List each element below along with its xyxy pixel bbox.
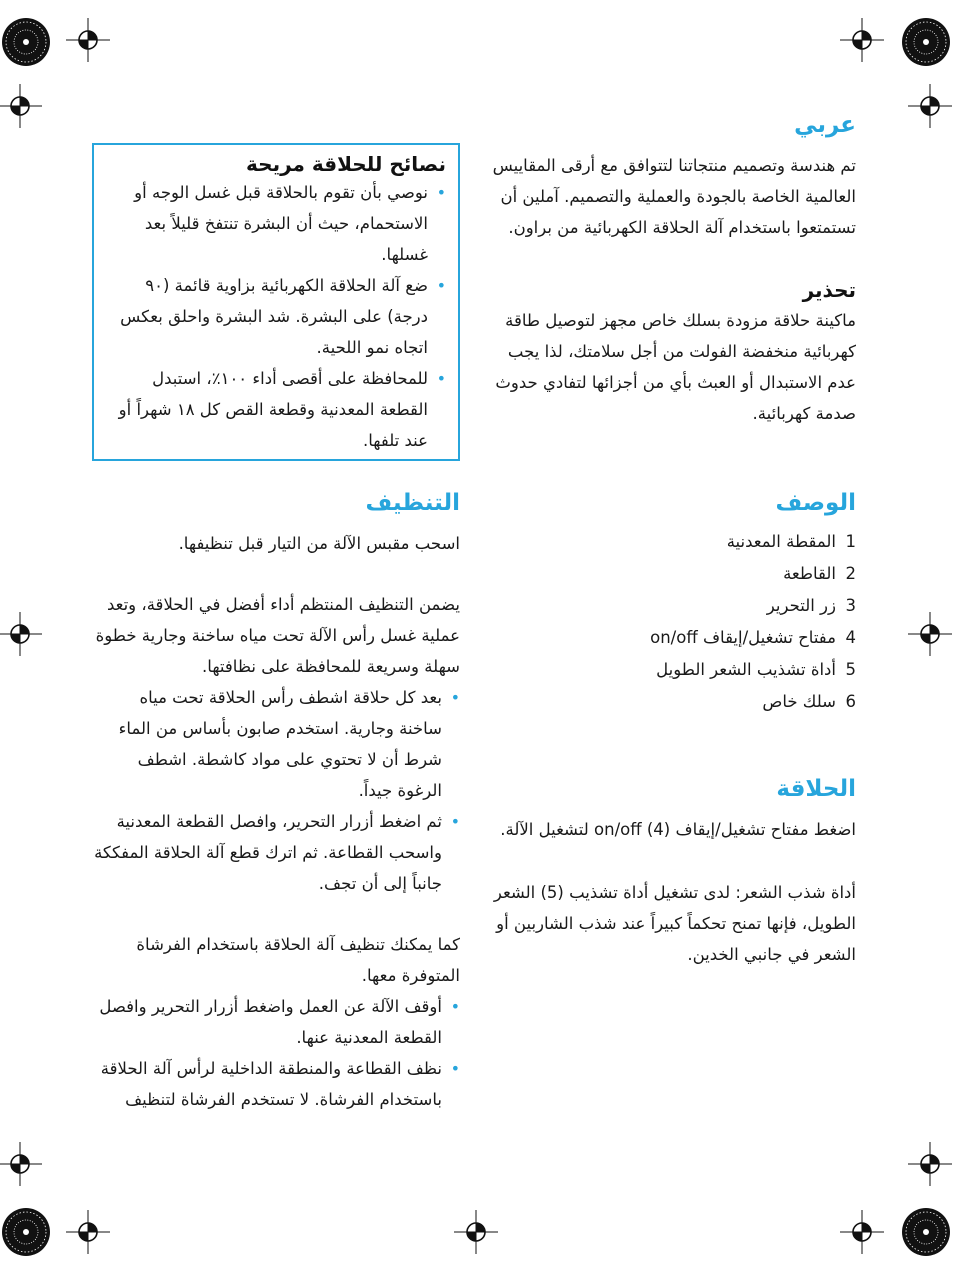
- star-mark-top-left: [2, 18, 50, 66]
- tips-box: [92, 143, 460, 461]
- shaving-title: الحلاقة: [776, 776, 856, 802]
- description-title: الوصف: [775, 490, 856, 516]
- intro-text: تم هندسة وتصميم منتجاتنا لتتوافق مع أرقى المقاييس العالمية الخاصة بالجودة والعملية والتصميم. آملين أن تستمتعوا باستخدام آلة الحلاقة الكهربائية من براون.: [492, 155, 856, 237]
- list-item: • ثم اضغط أزرار التحرير، وافصل القطعة المعدنية واسحب القطاعة. ثم اترك قطع آلة الحلاقة المفككة جانباً إلى أن تجف.: [92, 806, 460, 899]
- warning-title: تحذير: [802, 278, 856, 302]
- list-item: 1المقطة المعدنية: [726, 531, 856, 551]
- list-item: • نوصي بأن تقوم بالحلاقة قبل غسل الوجه أو الاستحمام، حيث أن البشرة تنتفخ قليلاً بعد غسلها.: [100, 177, 446, 270]
- list-item: • بعد كل حلاقة اشطف رأس الحلاقة تحت مياه ساخنة وجارية. استخدم صابون بأساس من الماء شرط أن لا تحتوي على مواد كاشطة. اشطف الرغوة جيداً.: [92, 682, 460, 806]
- shaving-text: اضغط مفتاح تشغيل/إيقاف on/off (4) لتشغيل الآلة.: [500, 819, 856, 839]
- list-item: • للمحافظة على أقصى أداء ١٠٠٪، استبدل القطعة المعدنية وقطعة القص كل ١٨ شهراً أو عند تلفها.: [100, 363, 446, 456]
- list-item: 5أداة تشذيب الشعر الطويل: [656, 659, 856, 679]
- brush-intro-text: كما يمكنك تنظيف آلة الحلاقة باستخدام الفرشاة المتوفرة معها.: [136, 934, 460, 985]
- crosshair-mark: [908, 612, 952, 656]
- list-item: 3زر التحرير: [766, 595, 856, 615]
- star-mark-bottom-left: [2, 1208, 50, 1256]
- unplug-text: اسحب مقبس الآلة من التيار قبل تنظيفها.: [178, 533, 460, 553]
- crosshair-mark: [0, 84, 42, 128]
- list-item: 4مفتاح تشغيل/إيقاف on/off: [650, 627, 856, 647]
- crosshair-mark: [454, 1210, 498, 1254]
- crosshair-mark: [840, 18, 884, 62]
- crosshair-mark: [0, 612, 42, 656]
- tips-title: نصائح للحلاقة مريحة: [246, 152, 446, 176]
- crosshair-mark: [66, 18, 110, 62]
- star-mark-bottom-right: [902, 1208, 950, 1256]
- shaving-section: [488, 776, 856, 970]
- warning-section: [488, 277, 856, 429]
- parts-list: [488, 526, 856, 718]
- list-item: • أوقف الآلة عن العمل واضغط أزرار التحرير وافصل القطعة المعدنية عنها.: [92, 991, 460, 1053]
- language-title: عربي: [794, 112, 856, 138]
- description-section: [488, 490, 856, 718]
- list-item: 6سلك خاص: [762, 691, 856, 711]
- list-item: • نظف القطاعة والمنطقة الداخلية لرأس آلة الحلاقة باستخدام الفرشاة. لا تستخدم الفرشاة لتنظيف: [92, 1053, 460, 1115]
- crosshair-mark: [908, 1142, 952, 1186]
- star-mark-top-right: [902, 18, 950, 66]
- list-item: 2القاطعة: [783, 563, 856, 583]
- list-item: • ضع آلة الحلاقة الكهربائية بزاوية قائمة (٩٠ درجة) على البشرة. شد البشرة واحلق بعكس اتجاه نمو اللحية.: [100, 270, 446, 363]
- trimmer-text: أداة شذب الشعر: لدى تشغيل أداة تشذيب (5) الشعر الطويل، فإنها تمنح تحكماً كبيراً عند شذب الشاربين أو الشعر في جانبي الخدين.: [493, 882, 856, 964]
- cleaning-title: التنظيف: [365, 490, 460, 516]
- warning-text: ماكينة حلاقة مزودة بسلك خاص مجهز لتوصيل طاقة كهربائية منخفضة الفولت من أجل سلامتك، لذا يجب عدم الاستبدال أو العبث بأي من أجزائها لتفادي حدوث صدمة كهربائية.: [495, 311, 856, 423]
- intro-section: [488, 112, 856, 243]
- brush-steps-list: [92, 991, 460, 1115]
- crosshair-mark: [0, 1142, 42, 1186]
- tips-list: [100, 177, 446, 456]
- cleaning-steps-list: [92, 682, 460, 899]
- crosshair-mark: [908, 84, 952, 128]
- cleaning-section: [92, 490, 460, 1115]
- crosshair-mark: [66, 1210, 110, 1254]
- crosshair-mark: [840, 1210, 884, 1254]
- cleaning-intro-text: يضمن التنظيف المنتظم أداء أفضل في الحلاقة، وتعد عملية غسل رأس الآلة تحت مياه ساخنة وجارية خطوة سهلة وسريعة للمحافظة على نظافتها.: [95, 594, 460, 676]
